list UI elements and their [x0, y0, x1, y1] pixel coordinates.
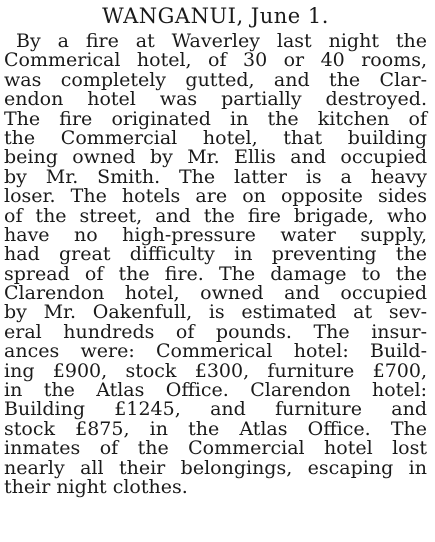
article-line: ances were: Commerical hotel: Build- [4, 340, 427, 363]
dateline: WANGANUI, June 1. [102, 4, 329, 28]
article-line: had great difficulty in preventing the [4, 243, 427, 266]
article-line: ing £900, stock £300, furniture £700, [4, 359, 427, 382]
article-line: endon hotel was partially destroyed. [4, 88, 427, 111]
article-line: inmates of the Commercial hotel lost [4, 437, 427, 460]
article-line: Clarendon hotel, owned and occupied [4, 282, 427, 305]
article-line: spread of the fire. The damage to the [4, 262, 427, 285]
article-line: By a fire at Waverley last night the [16, 30, 427, 52]
article-line: Building £1245, and furniture and [4, 398, 427, 421]
article-line: by Mr. Oakenfull, is estimated at sev- [4, 301, 427, 324]
article-line: eral hundreds of pounds. The insur- [4, 320, 427, 343]
article-line: have no high-pressure water supply, [4, 223, 427, 246]
article-line: their night clothes. [4, 475, 188, 498]
article-line: being owned by Mr. Ellis and occupied [4, 146, 427, 169]
article-line: the Commercial hotel, that building [4, 126, 427, 149]
article-line: of the street, and the fire brigade, who [4, 204, 427, 227]
article-line: The fire originated in the kitchen of [4, 107, 427, 130]
article-line: nearly all their belongings, escaping in [4, 456, 427, 479]
article-line: stock £875, in the Atlas Office. The [4, 417, 427, 440]
article-line: Commerical hotel, of 30 or 40 rooms, [4, 49, 427, 72]
article-body [4, 32, 427, 497]
article-line: loser. The hotels are on opposite sides [4, 185, 427, 208]
article-line: in the Atlas Office. Clarendon hotel: [4, 379, 427, 402]
article-line: by Mr. Smith. The latter is a heavy [4, 165, 427, 188]
article-line: was completely gutted, and the Clar- [4, 68, 427, 91]
